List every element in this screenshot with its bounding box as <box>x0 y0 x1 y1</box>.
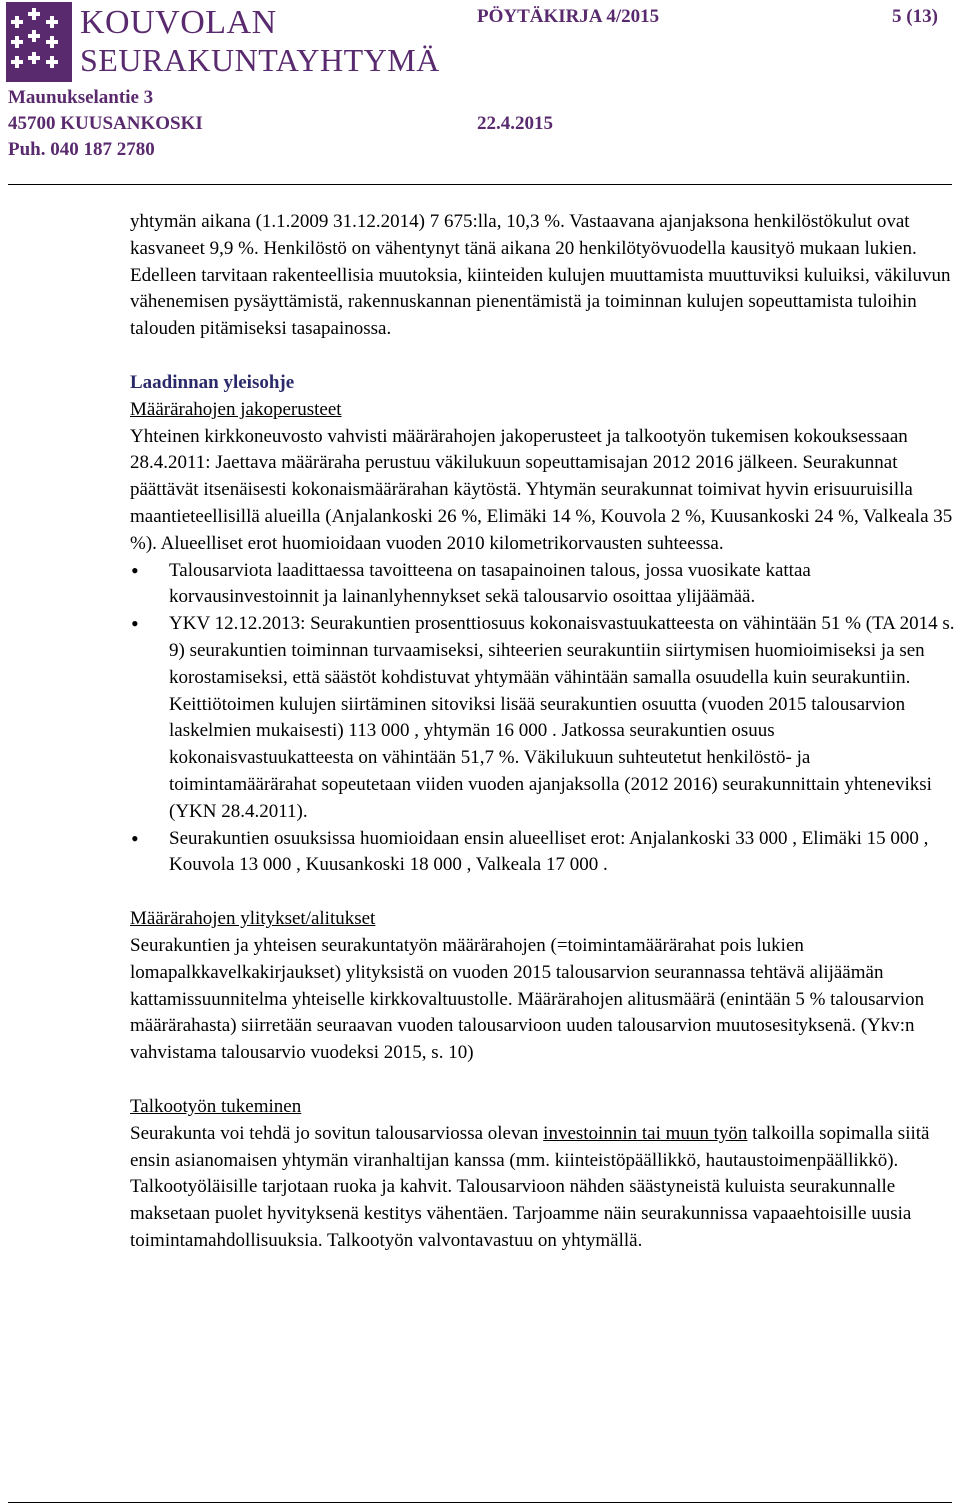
list-item: • Seurakuntien osuuksissa huomioidaan ensin alueelliset erot: Anjalankoski 33 000 , Elimäki 15 000 , Kouvola 13 000 , Kuusankoski 18 000 , Valkeala 17 000 . <box>130 826 960 880</box>
talkootyo-text-start: Seurakunta voi tehdä jo sovitun talousarviossa olevan <box>130 1122 544 1144</box>
document-body <box>130 209 960 1255</box>
subheading-jakoperusteet: Määrärahojen jakoperusteet <box>130 398 342 420</box>
footer-divider <box>8 1502 952 1503</box>
crosses-logo-icon <box>6 2 72 82</box>
subheading-talkootyo: Talkootyön tukeminen <box>130 1095 302 1117</box>
talkootyo-paragraph <box>130 1121 960 1255</box>
phone-number: Puh. 040 187 2780 <box>8 139 155 160</box>
org-name-line2: SEURAKUNTAYHTYMÄ <box>80 42 440 78</box>
document-date: 22.4.2015 <box>477 113 553 134</box>
org-name-line1: KOUVOLAN <box>80 4 277 41</box>
page-number: 5 (13) <box>892 6 938 27</box>
ylitykset-paragraph: Seurakuntien ja yhteisen seurakuntatyön määrärahojen (=toimintamäärärahat pois lukien lomapalkkavelkakirjaukset) ylityksistä on vuoden 2015 talousarvion seurannassa tehtävä alijäämän kattamissuunnitelma yhteiselle kirkkovaltuustolle. Määrärahojen alitusmäärä (enintään 5 % talousarvion määrärahasta) siirretään seuraavan vuoden talousarvioon uuden talousarvion muutosesityksenä. (Ykv:n vahvistama talousarvio vuodeksi 2015, s. 10) <box>130 934 925 1064</box>
bullet-list <box>130 558 960 880</box>
address-street: Maunukselantie 3 <box>8 87 154 108</box>
document-title: PÖYTÄKIRJA 4/2015 <box>477 6 660 27</box>
section-heading: Laadinnan yleisohje <box>130 371 295 393</box>
header-divider <box>8 184 952 185</box>
list-item: • Talousarviota laadittaessa tavoitteena on tasapainoinen talous, jossa vuosikate kattaa korvausinvestoinnit ja lainanlyhennykset sekä talousarvio osoittaa ylijäämää. <box>130 558 960 612</box>
address-city: 45700 KUUSANKOSKI <box>8 113 203 134</box>
org-logo <box>6 2 446 88</box>
talkootyo-text-end: talkoilla sopimalla siitä ensin asianomaisen yhtymän viranhaltijan kanssa (mm. kiinteistöpäällikkö, hautaustoimenpäällikkö). Talkootyöläisille tarjotaan ruoka ja kahvit. Talousarvioon nähden säästyneistä kuluista seurakunnalle maksetaan puolet hyvityksenä kestitys vähentäen. Tarjoamme näin seurakunnissa vapaaehtoisille uusia toimintamahdollisuuksia. Talkootyön valvontavastuu on yhtymällä. <box>130 1122 930 1251</box>
list-item: • YKV 12.12.2013: Seurakuntien prosenttiosuus kokonaisvastuukatteesta on vähintään 51 % (TA 2014 s. 9) seurakuntien toiminnan turvaamiseksi, sihteerien seurakuntiin siirtymisen huomioimiseksi ja sen korostamiseksi, että säästöt kohdistuvat yhtymään vähintään samalla osuudella kuin seurakuntiin. Keittiötoimen kulujen siirtäminen sitoviksi lisää seurakuntien osuutta (vuoden 2015 talousarvion laskelmien mukaisesti) 113 000 , yhtymän 16 000 . Jatkossa seurakuntien osuus kokonaisvastuukatteesta on vähintään 51,7 %. Väkilukuun suhteutetut henkilöstö- ja toimintamäärärahat sopeutetaan viiden vuoden ajanjaksolla (2012 2016) seurakunnittain yhteneviksi (YKN 28.4.2011). <box>130 611 960 825</box>
talkootyo-underlined-text: investoinnin tai muun työn <box>543 1122 748 1144</box>
jakoperusteet-paragraph: Yhteinen kirkkoneuvosto vahvisti määrärahojen jakoperusteet ja talkootyön tukemisen kokouksessaan 28.4.2011: Jaettava määräraha perustuu väkilukuun sopeuttamisajan 2012 2016 jälkeen. Seurakunnat päättävät itsenäisesti kokonaismäärärahan käytöstä. Yhtymän seurakunnat toimivat hyvin erisuuruisilla maantieteellisillä alueilla (Anjalankoski 26 %, Elimäki 14 %, Kouvola 2 %, Kuusankoski 24 %, Valkeala 35 %). Alueelliset erot huomioidaan vuoden 2010 kilometrikorvausten suhteessa. <box>130 425 953 554</box>
subheading-ylitykset: Määrärahojen ylitykset/alitukset <box>130 908 376 930</box>
intro-paragraph: yhtymän aikana (1.1.2009 31.12.2014) 7 675:lla, 10,3 %. Vastaavana ajanjaksona henkilöstökulut ovat kasvaneet 9,9 %. Henkilöstö on vähentynyt tänä aikana 20 henkilötyövuodella kausityö mukaan lukien. Edelleen tarvitaan rakenteellisia muutoksia, kiinteiden kulujen muuttamista muuttuviksi kuluiksi, väkiluvun vähenemisen pysäyttämistä, rakennuskannan pienentämistä ja toiminnan kulujen sopeuttamista tuloihin talouden pitämiseksi tasapainossa. <box>130 211 951 340</box>
